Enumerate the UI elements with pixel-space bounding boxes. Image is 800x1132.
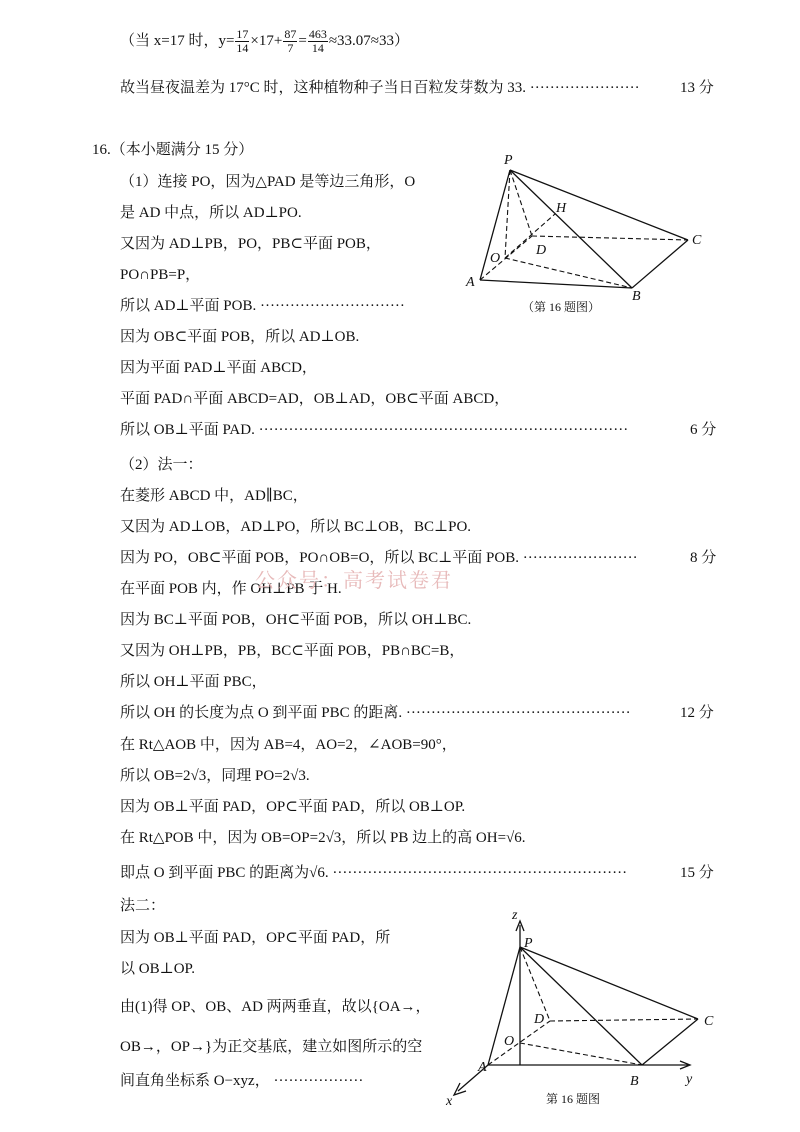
label2-A: A — [478, 1060, 487, 1075]
m2-line-4: 由(1)得 OP、OB、AD 两两垂直，故以{OA→， — [120, 999, 431, 1015]
label-B: B — [632, 289, 641, 304]
formula-close: ≈33.07≈33） — [328, 32, 410, 49]
p2-line-1: （2）法一： — [120, 457, 203, 473]
p2-line-4-text: 因为 PO，OB⊂平面 POB，PO∩OB=O，所以 BC⊥平面 POB. — [120, 550, 519, 566]
edge-BC — [632, 240, 688, 288]
edge-DC — [532, 236, 688, 240]
figure-2-caption: 第 16 题图 — [546, 1092, 601, 1106]
p2-line-8: 所以 OH⊥平面 PBC， — [120, 674, 267, 690]
formula-line — [120, 28, 409, 55]
label2-B: B — [630, 1074, 639, 1089]
p1-line-9 — [120, 420, 628, 440]
frac1-num: 17 — [236, 27, 249, 41]
leader-dots: ····························· — [256, 298, 405, 314]
score-13: 13 分 — [680, 80, 714, 96]
frac3-den: 14 — [311, 41, 324, 55]
p2-line-12: 因为 OB⊥平面 PAD，OP⊂平面 PAD，所以 OB⊥OP. — [120, 799, 466, 815]
p2-line-9 — [120, 703, 631, 723]
segment2-OB — [520, 1043, 642, 1065]
figure-1-caption: （第 16 题图） — [522, 300, 601, 314]
p1-line-5-text: 所以 AD⊥平面 POB. — [120, 298, 257, 314]
label2-y: y — [686, 1072, 693, 1087]
leader-dots: ··························································· — [328, 865, 628, 881]
frac1-den: 14 — [236, 41, 249, 55]
fraction-2 — [283, 28, 297, 55]
frac2-num: 87 — [284, 27, 297, 41]
conclusion-text: 故当昼夜温差为 17°C 时，这种植物种子当日百粒发芽数为 33. — [120, 80, 527, 96]
frac3-num: 463 — [308, 27, 327, 41]
label-D: D — [536, 243, 547, 258]
leader-dots: ············································· — [402, 705, 631, 721]
edge2-PD — [520, 947, 550, 1021]
edge2-BC — [642, 1019, 698, 1065]
formula-mid2: = — [298, 32, 307, 49]
p1-line-4: PO∩PB=P， — [120, 267, 201, 283]
p1-line-3: 又因为 AD⊥PB，PO，PB⊂平面 POB， — [120, 236, 381, 252]
p2-line-6: 因为 BC⊥平面 POB，OH⊂平面 POB，所以 OH⊥BC. — [120, 612, 472, 628]
score-15: 15 分 — [680, 865, 714, 881]
p1-line-9-text: 所以 OB⊥平面 PAD. — [120, 422, 255, 438]
conclusion-line — [120, 78, 640, 98]
edge2-PB — [520, 947, 642, 1065]
p1-line-7: 因为平面 PAD⊥平面 ABCD， — [120, 360, 317, 376]
fraction-1 — [235, 28, 249, 55]
label2-D: D — [534, 1012, 545, 1027]
p2-line-2: 在菱形 ABCD 中，AD∥BC， — [120, 488, 308, 504]
edge-AB — [480, 280, 632, 288]
p2-line-3: 又因为 AD⊥OB，AD⊥PO，所以 BC⊥OB，BC⊥PO. — [120, 519, 472, 535]
p2-line-7: 又因为 OH⊥PB，PB，BC⊂平面 POB，PB∩BC=B， — [120, 643, 465, 659]
m2-line-6-text: 间直角坐标系 O−xyz， — [120, 1073, 270, 1089]
m2-line-3: 以 OB⊥OP. — [120, 961, 195, 977]
leader-dots: ·········································································· — [254, 422, 629, 438]
label2-O: O — [504, 1034, 515, 1049]
p2-line-14 — [120, 863, 627, 883]
segment-OB — [505, 258, 632, 288]
edge2-DC — [550, 1019, 698, 1021]
leader-dots: ······················· — [518, 550, 638, 566]
label2-P: P — [524, 936, 533, 951]
p1-line-1: （1）连接 PO，因为△PAD 是等边三角形，O — [120, 174, 416, 190]
label2-x: x — [446, 1094, 453, 1109]
formula-open: （当 x=17 时，y= — [120, 32, 235, 49]
label-H: H — [556, 201, 567, 216]
p1-line-8: 平面 PAD∩平面 ABCD=AD，OB⊥AD，OB⊂平面 ABCD， — [120, 391, 510, 407]
p2-line-14-text: 即点 O 到平面 PBC 的距离为√6. — [120, 865, 329, 881]
edge2-AD — [488, 1021, 550, 1065]
leader-dots: ······················ — [526, 80, 640, 96]
m2-line-1: 法二： — [120, 898, 166, 914]
label-P: P — [504, 153, 513, 168]
formula-mid1: ×17+ — [250, 32, 283, 49]
score-6: 6 分 — [690, 422, 717, 438]
p1-line-5 — [120, 296, 405, 316]
edge2-PC — [520, 947, 698, 1019]
score-12: 12 分 — [680, 705, 714, 721]
figure-1 — [460, 150, 710, 310]
figure-2 — [440, 905, 730, 1110]
p2-line-10: 在 Rt△AOB 中，因为 AB=4，AO=2，∠AOB=90°， — [120, 737, 457, 753]
edge-PB — [510, 170, 632, 288]
m2-line-6 — [120, 1071, 363, 1091]
score-8: 8 分 — [690, 550, 717, 566]
q16-header: 16.（本小题满分 15 分） — [92, 142, 254, 158]
p2-line-9-text: 所以 OH 的长度为点 O 到平面 PBC 的距离. — [120, 705, 403, 721]
p2-line-13: 在 Rt△POB 中，因为 OB=OP=2√3，所以 PB 边上的高 OH=√6. — [120, 830, 526, 846]
m2-line-2: 因为 OB⊥平面 PAD，OP⊂平面 PAD，所 — [120, 930, 391, 946]
label-A: A — [466, 275, 475, 290]
label2-C: C — [704, 1014, 714, 1029]
watermark: 公众号：高考试卷君 — [255, 568, 453, 592]
label-O: O — [490, 251, 501, 266]
p1-line-2: 是 AD 中点，所以 AD⊥PO. — [120, 205, 302, 221]
label-C: C — [692, 233, 702, 248]
leader-dots: ·················· — [269, 1073, 364, 1089]
frac2-den: 7 — [287, 41, 294, 55]
fraction-3 — [308, 28, 328, 55]
p2-line-11: 所以 OB=2√3，同理 PO=2√3. — [120, 768, 310, 784]
segment-OH — [505, 214, 555, 258]
p2-line-5: 在平面 POB 内，作 OH⊥PB 于 H. — [120, 581, 342, 597]
p1-line-6: 因为 OB⊂平面 POB，所以 AD⊥OB. — [120, 329, 360, 345]
label2-z: z — [512, 908, 518, 923]
m2-line-5: OB→，OP→}为正交基底，建立如图所示的空 — [120, 1039, 423, 1055]
